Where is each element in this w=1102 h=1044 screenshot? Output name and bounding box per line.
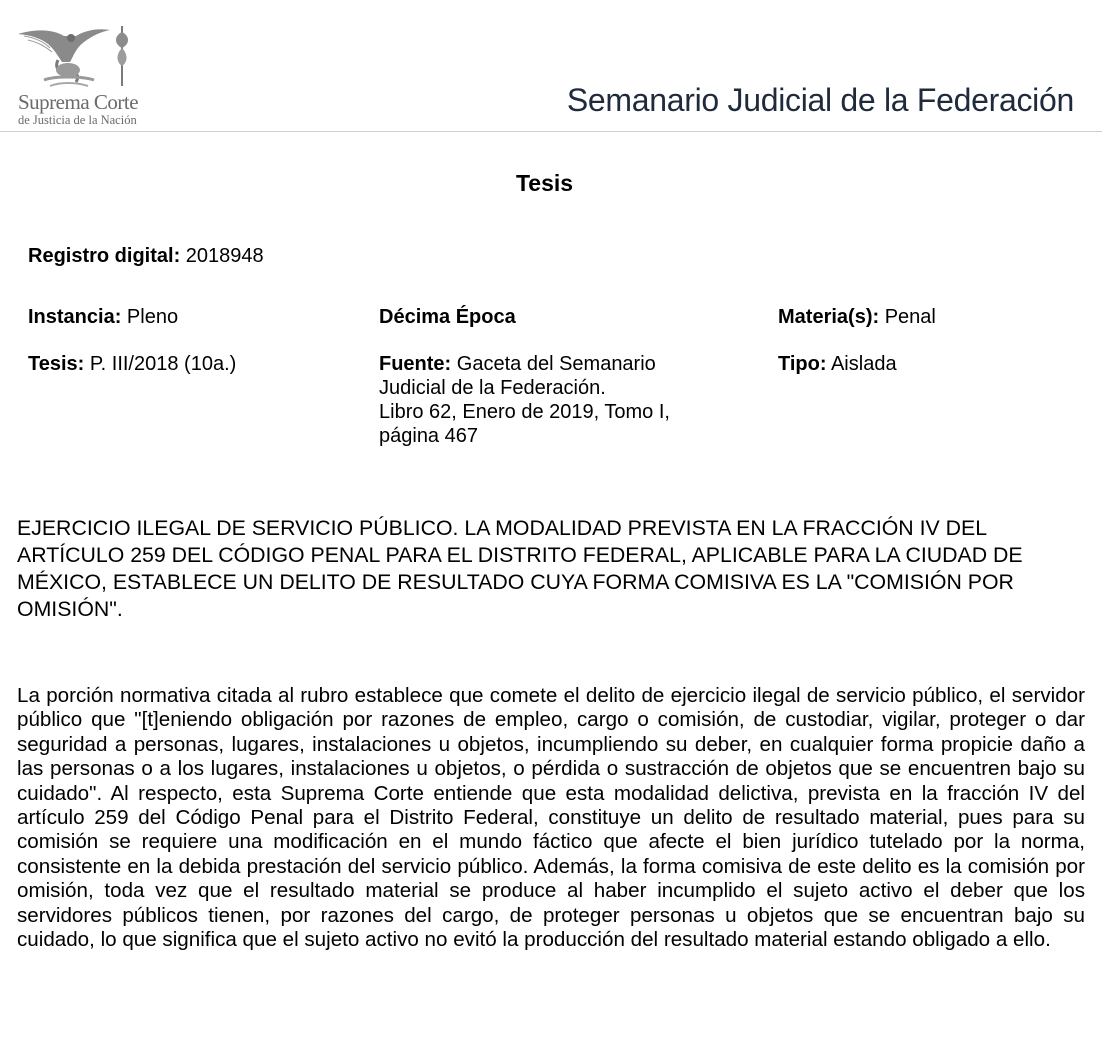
fuente-value-line4: página 467 bbox=[379, 425, 478, 447]
thesis-heading: EJERCICIO ILEGAL DE SERVICIO PÚBLICO. LA MODALIDAD PREVISTA EN LA FRACCIÓN IV DEL ARTÍCULO 259 DEL CÓDIGO PENAL PARA EL DISTRITO FEDERAL, APLICABLE PARA LA CIUDAD DE MÉXICO, ESTABLECE UN DELITO DE RESULTADO CUYA FORMA COMISIVA ES LA "COMISIÓN POR OMISIÓN". bbox=[17, 516, 1023, 621]
fuente-value-line2: Judicial de la Federación. bbox=[379, 377, 606, 399]
registro-digital bbox=[28, 244, 264, 268]
eagle-emblem-icon bbox=[14, 22, 144, 92]
fuente-value-line1: Gaceta del Semanario bbox=[456, 353, 656, 375]
site-title[interactable]: Semanario Judicial de la Federación bbox=[566, 82, 1074, 118]
registro-value: 2018948 bbox=[185, 245, 264, 267]
epoca-value: Décima Época bbox=[379, 306, 516, 328]
scjn-logo[interactable] bbox=[14, 22, 144, 130]
logo-text-secondary: de Justicia de la Nación bbox=[18, 113, 137, 127]
tesis bbox=[28, 352, 236, 376]
tesis-value: P. III/2018 (10a.) bbox=[89, 353, 237, 375]
document-title: Tesis bbox=[515, 170, 574, 196]
tipo-label: Tipo: bbox=[778, 353, 827, 375]
materia-value: Penal bbox=[884, 306, 936, 328]
page-header bbox=[0, 0, 1102, 132]
registro-label: Registro digital: bbox=[28, 245, 181, 267]
instancia-value: Pleno bbox=[126, 306, 179, 328]
thesis-body: La porción normativa citada al rubro establece que comete el delito de ejercicio ilegal de servicio público, el servidor público que "[t]eniendo obligación por razones de empleo, cargo o comisión, de custodiar, vigilar, proteger o dar seguridad a personas, lugares, instalaciones u objetos, incumpliendo su deber, en cualquier forma propicie daño a las personas o a los lugares, instalaciones u objetos, o pérdida o sustracción de objetos que se encuentren bajo su cuidado". Al respecto, esta Suprema Corte entiende que esta modalidad delictiva, prevista en la fracción IV del artículo 259 del Código Penal para el Distrito Federal, constituye un delito de resultado material, pues para su comisión se requiere una modificación en el mundo fáctico que afecte el bien jurídico tutelado por la norma, consistente en la debida prestación del servicio público. Además, la forma comisiva de este delito es la comisión por omisión, toda vez que el resultado material se produce al haber incumplido el sujeto activo el deber que los servidores públicos tienen, por razones del cargo, de proteger personas u objetos que se encuentran bajo su cuidado, lo que significa que el sujeto activo no evitó la producción del resultado material estando obligado a ello. bbox=[17, 684, 1085, 952]
materia-label: Materia(s): bbox=[778, 306, 880, 328]
header-divider bbox=[0, 131, 1102, 132]
epoca bbox=[379, 305, 516, 329]
fuente bbox=[379, 352, 759, 448]
tipo-value: Aislada bbox=[830, 353, 897, 375]
fuente-label: Fuente: bbox=[379, 353, 452, 375]
instancia-label: Instancia: bbox=[28, 306, 122, 328]
tesis-label: Tesis: bbox=[28, 353, 85, 375]
fuente-value-line3: Libro 62, Enero de 2019, Tomo I, bbox=[379, 401, 670, 423]
materia bbox=[778, 305, 936, 329]
logo-text-primary: Suprema Corte bbox=[18, 90, 139, 114]
tipo bbox=[778, 352, 897, 376]
instancia bbox=[28, 305, 178, 329]
